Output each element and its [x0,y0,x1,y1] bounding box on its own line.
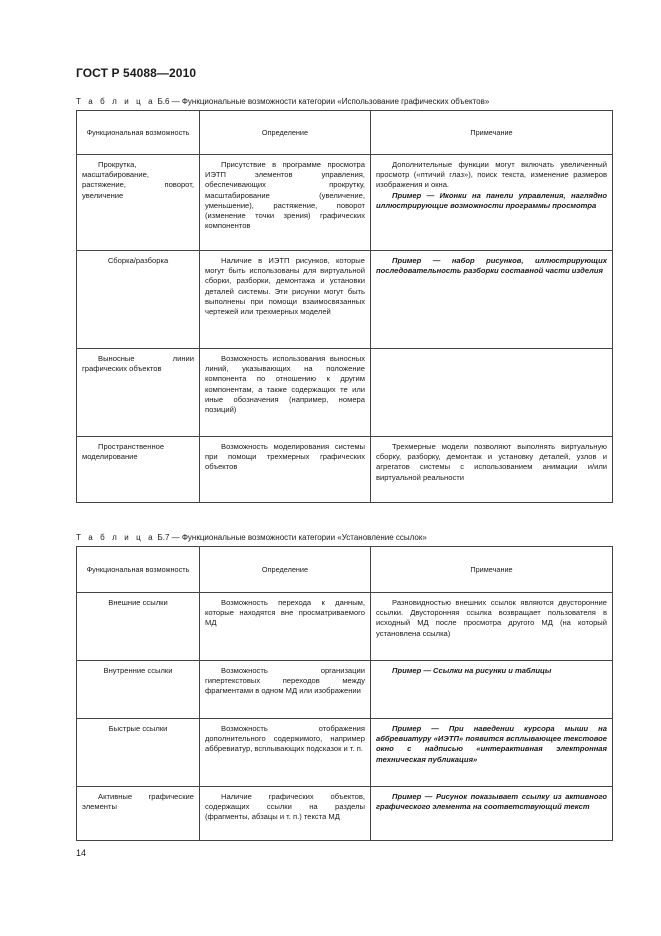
feature-text: Сборка/разборка [107,256,169,265]
definition-cell [200,787,371,841]
example-text: Пример — Ссылки на рисунки и таблицы [392,666,552,675]
feature-text: Пространственное моделирование [82,442,165,462]
note-cell [371,661,613,719]
caption-prefix: Т а б л и ц а [76,533,156,542]
table-header-row [77,111,613,155]
example-text: Пример — При наведении курсора мыши на аббревиатуру «ИЭТП» появится всплывающее текстовое окно с надписью «интерактивная электронная техническая публикация» [376,724,607,764]
definition-cell [200,593,371,661]
definition-cell [200,437,371,503]
table-row [77,349,613,437]
feature-text: Внутренние ссылки [103,666,173,675]
feature-text: Выносные линии графических объектов [82,354,194,374]
caption-prefix: Т а б л и ц а [76,97,156,106]
definition-cell [200,349,371,437]
table-6-caption [76,97,489,107]
feature-cell [77,661,200,719]
feature-cell [77,437,200,503]
definition-text: Возможность отображения дополнительного содержимого, например аббревиатур, всплывающих подсказок и т. п. [205,724,365,754]
note-text: Трехмерные модели позволяют выполнять виртуальную сборку, разборку, демонтаж и установку деталей, узлов и агрегатов системы с использованием анимации и/или виртуальной реальности [376,442,607,482]
definition-text: Наличие графических объектов, содержащих ссылки на разделы (фрагменты, абзацы и т. п.) текста МД [205,792,365,822]
definition-text: Наличие в ИЭТП рисунков, которые могут быть использованы для виртуальной сборки, разборки, демонтажа и установки деталей системы. Эти рисунки могут быть выполнены при помощи взаимосвязанных чертежей или трехмерных моделей [205,256,365,317]
feature-text: Быстрые ссылки [108,724,168,733]
caption-text: Б.7 — Функциональные возможности категории «Установление ссылок» [157,533,427,542]
definition-text: Возможность использования выносных линий, указывающих на положение компонента по отношению к другим компонентам, а также содержащих те или иные обозначения (например, номера позиций) [205,354,365,415]
column-header-definition: Определение [200,547,371,593]
table-row [77,593,613,661]
definition-cell [200,251,371,349]
feature-text: Активные графические элементы [82,792,194,812]
column-header-note: Примечание [371,547,613,593]
note-cell [371,349,613,437]
definition-cell [200,155,371,251]
example-text: Пример — Рисунок показывает ссылку из активного графического элемента на соответствующий текст [376,792,607,812]
note-text: Дополнительные функции могут включать увеличенный просмотр («птичий глаз»), поиск текста, изменение размеров изображения и окна. [376,160,607,190]
example-text: Пример — набор рисунков, иллюстрирующих последовательность разборки составной части изделия [376,256,607,276]
table-header-row [77,547,613,593]
feature-cell [77,719,200,787]
example-text: Пример — Иконки на панели управления, наглядно иллюстрирующие возможности программы просмотра [376,190,607,210]
definition-text: Возможность моделирования системы при помощи трехмерных графических объектов [205,442,365,472]
feature-cell [77,251,200,349]
note-text: Разновидностью внешних ссылок являются двусторонние ссылки. Двусторонняя ссылка возвращает пользователя в исходный МД после просмотра другого МД (на который установлена ссылка) [376,598,607,638]
column-header-note: Примечание [371,111,613,155]
definition-cell [200,661,371,719]
note-cell [371,719,613,787]
feature-cell [77,155,200,251]
table-row [77,787,613,841]
column-header-definition: Определение [200,111,371,155]
table-6 [76,110,613,503]
table-row [77,719,613,787]
definition-text: Возможность организации гипертекстовых переходов между фрагментами в одном МД или изображении [205,666,365,696]
feature-text: Внешние ссылки [108,598,168,607]
table-row [77,155,613,251]
feature-cell [77,787,200,841]
column-header-feature: Функциональная возможность [77,547,200,593]
table-row [77,661,613,719]
column-header-feature: Функциональная возможность [77,111,200,155]
page-number: 14 [76,848,87,858]
table-row [77,437,613,503]
caption-text: Б.6 — Функциональные возможности категории «Использование графических объектов» [157,97,490,106]
note-cell [371,787,613,841]
feature-cell [77,593,200,661]
document-id: ГОСТ Р 54088—2010 [76,66,197,80]
table-7-caption [76,533,427,543]
definition-text: Присутствие в программе просмотра ИЭТП элементов управления, обеспечивающих прокрутку, масштабирование (увеличение, уменьшение), растяжение, поворот (изменение точки зрения) графических компонентов [205,160,365,231]
feature-cell [77,349,200,437]
definition-cell [200,719,371,787]
note-cell [371,593,613,661]
note-cell [371,437,613,503]
note-cell [371,155,613,251]
table-7 [76,546,613,841]
table-row [77,251,613,349]
note-cell [371,251,613,349]
feature-text: Прокрутка, масштабирование, растяжение, поворот, увеличение [82,160,194,200]
definition-text: Возможность перехода к данным, которые находятся вне просматриваемого МД [205,598,365,628]
